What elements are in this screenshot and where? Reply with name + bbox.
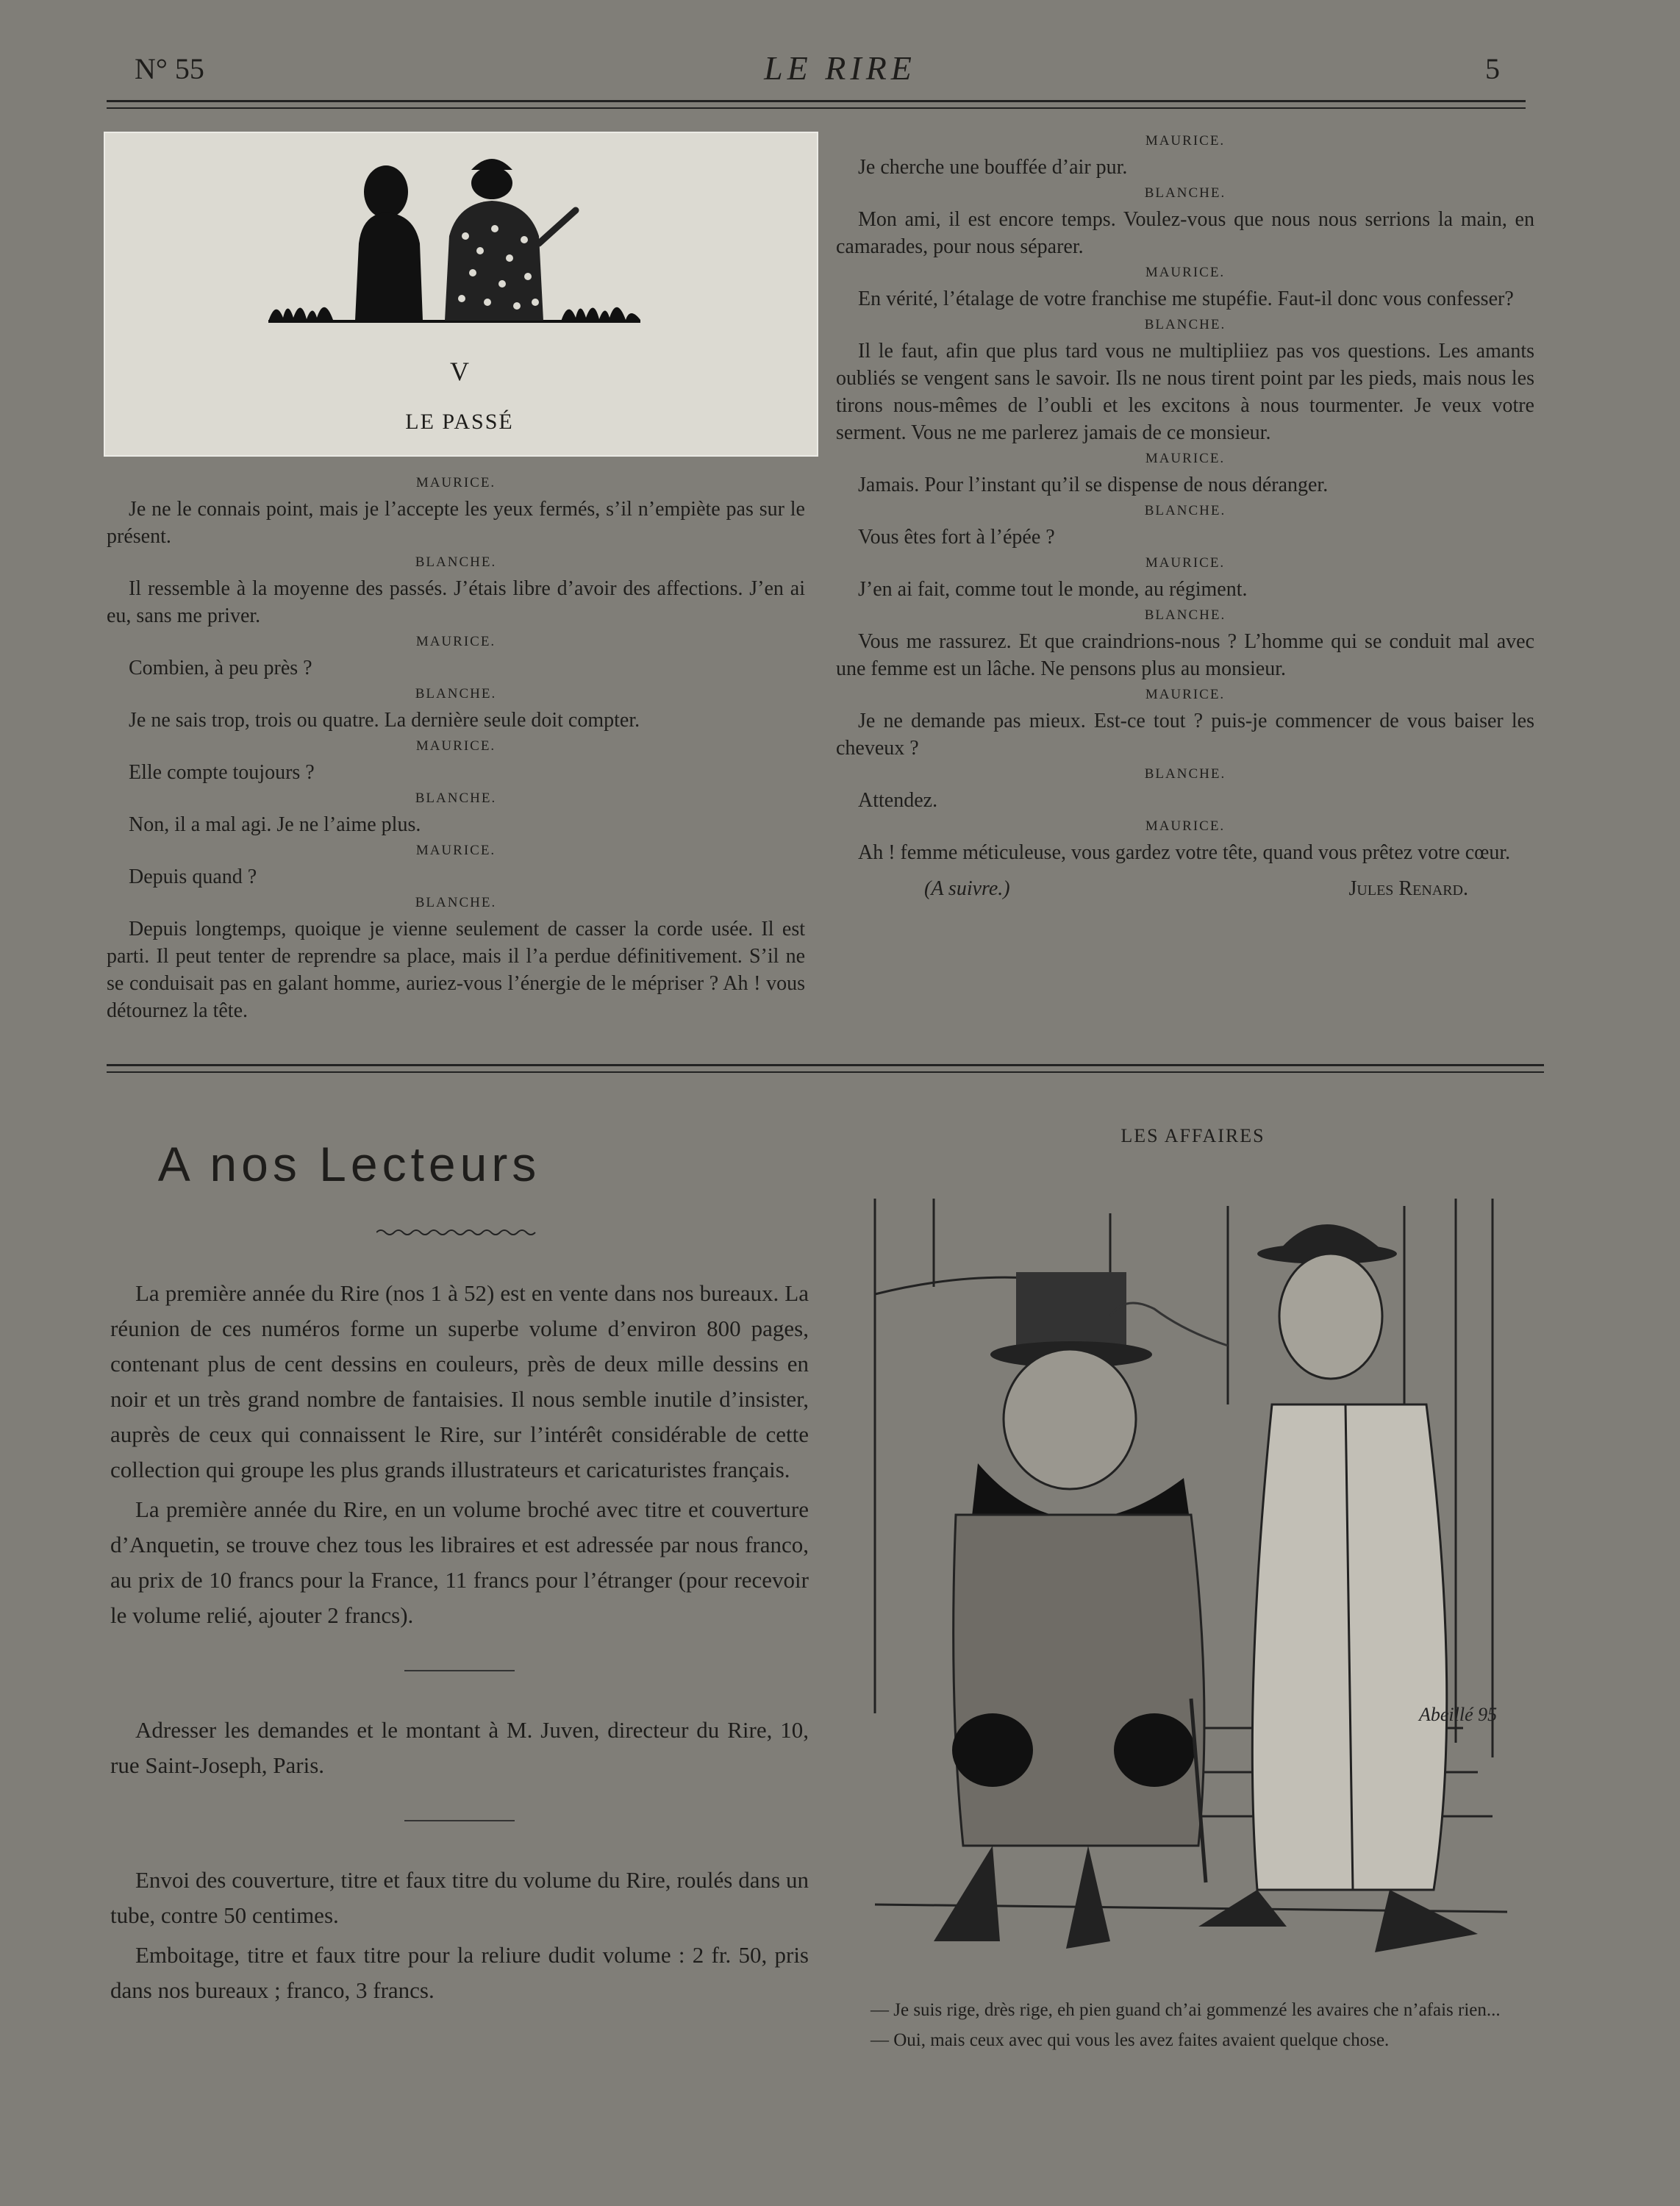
notice-paragraph: Envoi des couverture, titre et faux titre du volume du Rire, roulés dans un tube, contre 50 centimes. [110, 1867, 809, 1928]
cartoon-title: LES AFFAIRES [1120, 1125, 1265, 1146]
line: Il ressemble à la moyenne des passés. J’étais libre d’avoir des affections. J’en ai eu, sans me priver. [107, 577, 805, 627]
speaker: BLANCHE. [415, 790, 497, 806]
readers-title: A nos Lecteurs [157, 1137, 541, 1191]
line: Vous êtes fort à l’épée ? [858, 526, 1055, 549]
speaker: BLANCHE. [1144, 317, 1226, 332]
separator [404, 1670, 515, 1671]
caption-line: — Oui, mais ceux avec qui vous les avez faites avaient quelque chose. [871, 2030, 1390, 2050]
line: Depuis longtemps, quoique je vienne seulement de casser la corde usée. Il est parti. Il peut tenter de reprendre sa place, mais il l’a perdue définitivement. S’il ne se conduisait pas en galant homme, auriez-vous l’énergie de le mépriser ? Ah ! vous détournez la tête. [107, 918, 805, 1022]
line: Je ne demande pas mieux. Est-ce tout ? puis-je commencer de vous baiser les cheveux ? [836, 710, 1534, 760]
line: Ah ! femme méticuleuse, vous gardez votre tête, quand vous prêtez votre cœur. [858, 841, 1511, 864]
section-rule-bottom [107, 1071, 1544, 1073]
line: Je cherche une bouffée d’air pur. [858, 156, 1128, 179]
speaker: MAURICE. [1145, 133, 1226, 149]
speaker: MAURICE. [415, 843, 496, 858]
line: Attendez. [858, 789, 938, 812]
line: Vous me rassurez. Et que craindrions-nous ? L’homme qui se conduit mal avec une femme est un lâche. Ne pensons plus au monsieur. [836, 630, 1534, 680]
line: Elle compte toujours ? [129, 761, 315, 784]
line: Combien, à peu près ? [129, 657, 312, 679]
to-be-continued: (A suivre.) [924, 877, 1010, 900]
caption-line: — Je suis rige, drès rige, eh pien guand ch’ai gommenzé les avaires che n’afais rien... [871, 2000, 1501, 2020]
speaker: BLANCHE. [415, 554, 497, 570]
chapter-vignette [104, 132, 818, 457]
couple-illustration [105, 133, 817, 324]
line: Il le faut, afin que plus tard vous ne multipliiez pas vos questions. Les amants oubliés se vengent sans le savoir. Ils ne nous tirent point par les pieds, mais nous les tirons nous-mêmes de l’oubli et les excitons à nous tourmenter. Je veux votre serment. Vous ne me parlerez jamais de ce monsieur. [836, 340, 1534, 444]
section-rule-top [107, 1064, 1544, 1066]
readers-notice [110, 1276, 809, 2008]
speaker: BLANCHE. [1144, 766, 1226, 782]
notice-paragraph: La première année du Rire (nos 1 à 52) est en vente dans nos bureaux. La réunion de ces numéros forme un superbe volume d’environ 800 pages, contenant plus de cent dessins en couleurs, près de deux mille dessins en noir et un très grand nombre de fantaisies. Il nous semble inutile d’insister, auprès de ceux qui connaissent le Rire, sur l’intérêt considérable de cette collection qui groupe les plus grands illustrateurs et caricaturistes français. [110, 1280, 809, 1482]
line: Mon ami, il est encore temps. Voulez-vous que nous nous serrions la main, en camarades, pour nous séparer. [836, 208, 1534, 258]
speaker: MAURICE. [415, 738, 496, 754]
line: Non, il a mal agi. Je ne l’aime plus. [129, 813, 421, 836]
line: Je ne le connais point, mais je l’accepte les yeux fermés, s’il n’empiète pas sur le présent. [107, 498, 805, 548]
speaker: MAURICE. [1145, 555, 1226, 571]
notice-paragraph: Adresser les demandes et le montant à M. Juven, directeur du Rire, 10, rue Saint-Joseph, Paris. [110, 1717, 809, 1778]
chapter-title: LE PASSÉ [405, 410, 514, 434]
speaker: MAURICE. [1145, 451, 1226, 466]
speaker: BLANCHE. [415, 686, 497, 702]
speaker: MAURICE. [1145, 265, 1226, 280]
artist-signature: Abeillé 95 [1419, 1704, 1498, 1725]
title-ornament [376, 1227, 538, 1238]
separator [404, 1820, 515, 1821]
issue-number: N° 55 [135, 52, 204, 85]
speaker: MAURICE. [415, 475, 496, 490]
speaker: BLANCHE. [415, 895, 497, 910]
left-dialogue-column [107, 471, 805, 1024]
notice-paragraph: La première année du Rire, en un volume broché avec titre et couverture d’Anquetin, se trouve chez tous les libraires et est adressée par nous franco, au prix de 10 francs pour la France, 11 francs pour l’étranger (pour recevoir le volume relié, ajouter 2 francs). [110, 1496, 809, 1628]
speaker: BLANCHE. [1144, 503, 1226, 518]
chapter-number: V [450, 357, 469, 386]
cartoon-caption [853, 1996, 1540, 2054]
line: Jamais. Pour l’instant qu’il se dispense de nous déranger. [858, 474, 1329, 496]
speaker: BLANCHE. [1144, 607, 1226, 623]
line: En vérité, l’étalage de votre franchise me stupéfie. Faut-il donc vous confesser? [858, 288, 1514, 310]
notice-paragraph: Emboitage, titre et faux titre pour la reliure dudit volume : 2 fr. 50, pris dans nos bureaux ; franco, 3 francs. [110, 1942, 809, 2003]
header-rule-bottom [107, 107, 1526, 109]
right-dialogue-column [836, 129, 1534, 902]
speaker: MAURICE. [1145, 687, 1226, 702]
speaker: MAURICE. [1145, 818, 1226, 834]
line: Depuis quand ? [129, 865, 257, 888]
author-signature: Jules Renard. [1348, 877, 1468, 900]
les-affaires-cartoon [846, 1184, 1529, 1960]
speaker: BLANCHE. [1144, 185, 1226, 201]
journal-title: LE RIRE [764, 49, 916, 87]
line: J’en ai fait, comme tout le monde, au régiment. [858, 578, 1248, 601]
page-number: 5 [1485, 52, 1500, 85]
speaker: MAURICE. [415, 634, 496, 649]
line: Je ne sais trop, trois ou quatre. La dernière seule doit compter. [129, 709, 640, 732]
header-rule-top [107, 100, 1526, 102]
